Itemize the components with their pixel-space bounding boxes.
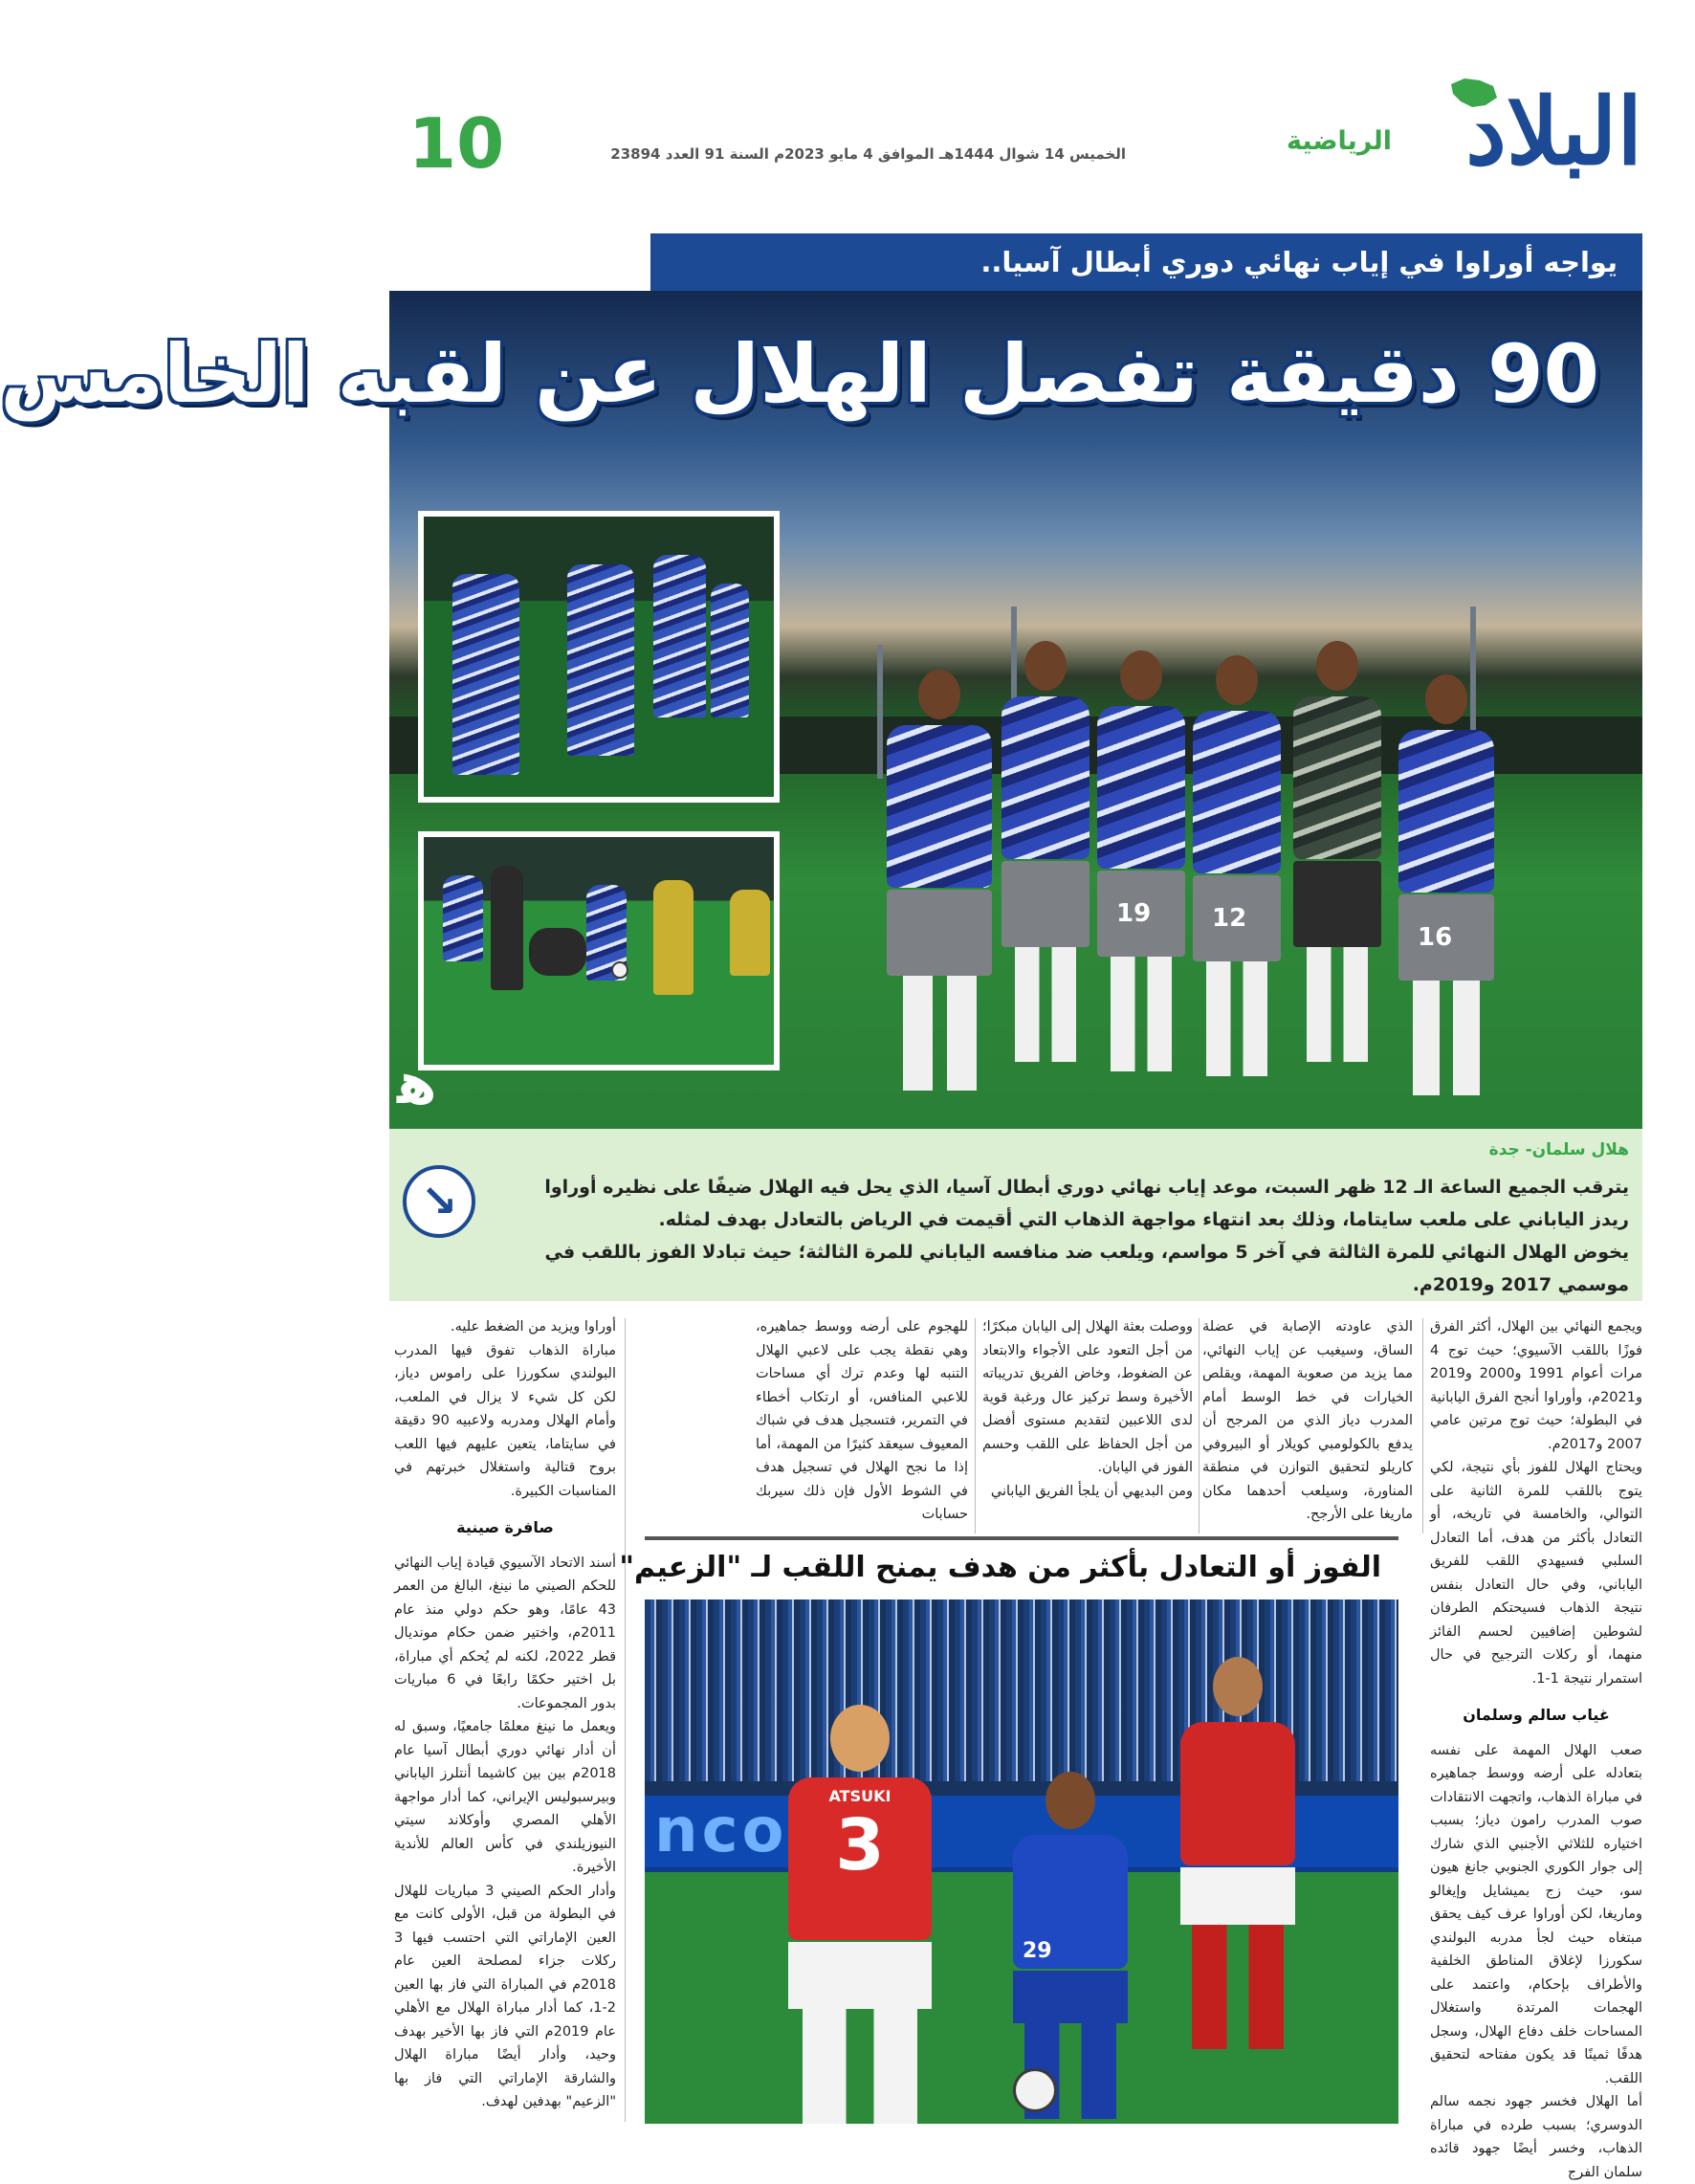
- subheading: غياب سالم وسلمان: [1463, 1706, 1610, 1724]
- opponent-player-figure: [1180, 1657, 1295, 2049]
- training-inset-photo: [418, 511, 780, 803]
- paragraph: مباراة الذهاب تفوق فيها المدرب البولندي سكورزا على راموس دياز، لكن كل شيء لا يزال في الملعب، وأمام الهلال ومدربه ولاعبيه 90 دقيقة في سايتاما، يتعين عليهم فيها اللعب بروح قتالية واستغلال خبرتهم في المناسبات الكبيرة.: [394, 1342, 617, 1499]
- goalkeeper-figure: [1293, 641, 1381, 1062]
- football: [611, 961, 628, 979]
- column-divider: [1199, 1318, 1200, 1533]
- shirt-number: 12: [1212, 904, 1247, 933]
- subheading: صافرة صينية: [456, 1518, 554, 1536]
- section-title: الرياضية: [1287, 126, 1392, 156]
- lead-paragraph: يخوض الهلال النهائي للمرة الثالثة في آخر 5 مواسم، ويلعب ضد منافسه الياباني للمرة الثالثة؛ حيث تبادلا الفوز باللقب في موسمي 2017 و2019م.: [544, 1242, 1629, 1295]
- paragraph: ويعمل ما نينغ معلمًا جامعيًا، وسبق له أن أدار نهائي دوري أبطال آسيا عام 2018م بين بين كاشيما أنتلرز الياباني وبيرسبوليس الإيراني، كما أدار مواجهة الأهلي المصري وأوكلاند سيتي النيوزيلندي في كأس العالم للأندية الأخيرة.: [394, 1719, 616, 1875]
- article-column-5: [394, 1315, 616, 2124]
- paragraph: صعب الهلال المهمة على نفسه بتعادله على أرضه ووسط جماهيره في مباراة الذهاب، واتجهت الانتقادات صوب المدرب رامون دياز؛ بسبب اختياره للثلاثي الأجنبي الذي شارك إلى جوار الكوري الجنوبي جانغ هيون سو، حيث زج بميشايل وإيغالو وماريغا، لكن أوراوا عرف كيف يحقق مبتغاه حيث لجأ مدربه البولندي سكورزا لإغلاق المناطق الخلفية والأطراف بإحكام، واعتمد على الهجمات المرتدة واستغلال المساحات خلف دفاع الهلال، وسجل هدفًا ثمينًا قد يكون مفتاحه لتحقيق اللقب.: [1430, 1742, 1642, 2086]
- lead-paragraph: يترقب الجميع الساعة الـ 12 ظهر السبت، موعد إياب نهائي دوري أبطال آسيا، الذي يحل فيه الهلال ضيفًا على نظيره أوراوا ريدز الياباني على ملعب سايتاما، وذلك بعد انتهاء مواجهة الذهاب التي أقيمت في الرياض بالتعادل بهدف لمثله.: [544, 1177, 1629, 1230]
- byline: هلال سلمان- جدة: [1488, 1140, 1629, 1159]
- shirt-number: 16: [1418, 923, 1453, 952]
- paragraph: ويحتاج الهلال للفوز بأي نتيجة، لكي يتوج باللقب للمرة الثانية على التوالي، والخامسة في تاريخه، أو التعادل بأكثر من هدف، أما التعادل السلبي فسيهدي اللقب للفريق الياباني، وفي حال التعادل بنفس نتيجة الذهاب فسيحتكم الطرفان لشوطين إضافيين لحسم الفائز منهما، أو ركلات الترجيح في حال استمرار نتيجة 1-1.: [1430, 1460, 1642, 1687]
- paragraph: ويجمع النهائي بين الهلال، أكثر الفرق فوزًا باللقب الآسيوي؛ حيث توج 4 مرات أعوام 1991 و2000 و2019 و2021م، وأوراوا أنجح الفرق اليابانية في البطولة؛ حيث توج مرتين عامي 2007 و2017م.: [1430, 1319, 1642, 1452]
- secondary-headline: الفوز أو التعادل بأكثر من هدف يمنح اللقب لـ "الزعيم": [645, 1536, 1398, 1594]
- issue-dateline: الخميس 14 شوال 1444هـ الموافق 4 مايو 2023م السنة 91 العدد 23894: [610, 145, 1126, 163]
- lead-text: [529, 1171, 1629, 1301]
- paragraph: ومن البديهي أن يلجأ الفريق الياباني: [990, 1483, 1193, 1499]
- article-column-1: [1430, 1315, 1642, 2180]
- paragraph: وأدار الحكم الصيني 3 مباريات للهلال في البطولة من قبل، الأولى كانت مع العين الإماراتي التي احتسب فيها 3 ركلات جزاء لمصلحة العين عام 2018م في المباراة التي فاز بها العين 2-1، كما أدار مباراة الهلال مع الأهلي عام 2019م التي فاز بها الأخير بهدف وحيد، وأدار أيضًا مباراة الهلال والشارقة الإماراتي التي فاز بها "الزعيم" بهدفين لهدف.: [394, 1883, 616, 2109]
- player-figure: [1002, 641, 1090, 1062]
- paragraph: أما الهلال فخسر جهود نجمه سالم الدوسري؛ بسبب طرده في مباراة الذهاب، وخسر أيضًا جهود قائده سلمان الفرج: [1430, 2094, 1642, 2180]
- masthead: [389, 67, 1642, 201]
- article-column-4: [756, 1315, 968, 1535]
- match-photo: [645, 1599, 1398, 2124]
- player-figure: [1193, 655, 1281, 1076]
- main-headline: 90 دقيقة تفصل الهلال عن لقبه الخامس: [0, 327, 1599, 421]
- newspaper-logo[interactable]: [1413, 77, 1642, 187]
- training-inset-photo: [418, 831, 780, 1070]
- article-column-3: [982, 1315, 1193, 1535]
- player-figure: [1097, 651, 1185, 1071]
- floodlight: [877, 645, 883, 779]
- column-divider: [625, 1318, 626, 2122]
- club-watermark-icon: ﻫ: [397, 1050, 437, 1117]
- opponent-player-figure: [788, 1705, 932, 2124]
- football: [1013, 2068, 1057, 2112]
- shirt-name: ATSUKI: [828, 1787, 892, 1805]
- paragraph: ووصلت بعثة الهلال إلى اليابان مبكرًا؛ من أجل التعود على الأجواء والابتعاد عن الضغوط، وخاض الفريق تدريباته الأخيرة وسط تركيز عال ورغبة قوية لدى اللاعبين لتقديم مستوى أفضل من أجل الحفاظ على اللقب وحسم الفوز في اليابان.: [982, 1319, 1193, 1475]
- article-column-2: [1202, 1315, 1413, 1535]
- shirt-number: 19: [1116, 899, 1152, 928]
- player-figure: [1398, 674, 1494, 1095]
- player-figure: [1013, 1772, 1128, 2119]
- paragraph: أوراوا ويزيد من الضغط عليه.: [450, 1319, 616, 1335]
- page-number: 10: [408, 103, 505, 184]
- kicker-bar: يواجه أوراوا في إياب نهائي دوري أبطال آسيا..: [650, 233, 1642, 291]
- advertising-board: nco: [645, 1796, 1398, 1867]
- hero-photo: [0, 291, 1642, 1129]
- arrow-down-right-icon[interactable]: ↘: [403, 1165, 475, 1238]
- player-figure: [887, 670, 992, 1091]
- shirt-number: 3: [835, 1804, 885, 1886]
- lead-box: [389, 1129, 1642, 1301]
- paragraph: للهجوم على أرضه ووسط جماهيره، وهي نقطة يجب على لاعبي الهلال التنبه لها وعدم ترك أي مساحات للاعبي المنافس، أو ارتكاب أخطاء في التمرير، فتسجيل هدف في شباك المعيوف سيعقد كثيرًا من المهمة، أما إذا ما نجح الهلال في تسجيل هدف في الشوط الأول فإن ذلك سيربك حسابات: [756, 1319, 968, 1522]
- logo-wordmark: البلاد: [1465, 77, 1642, 186]
- paragraph: أسند الاتحاد الآسيوي قيادة إياب النهائي للحكم الصيني ما نينغ، البالغ من العمر 43 عامًا، وهو حكم دولي منذ عام 2011م، واختير ضمن حكام مونديال قطر 2022، لكنه لم يُحكم أي مباراة، بل اختير حكمًا رابعًا في 6 مباريات بدور المجموعات.: [394, 1555, 617, 1711]
- shirt-number: 29: [1023, 1939, 1052, 1963]
- column-divider: [975, 1318, 976, 1533]
- column-divider: [1422, 1318, 1423, 1533]
- paragraph: الذي عاودته الإصابة في عضلة الساق، وسيغيب عن إياب النهائي، مما يزيد من صعوبة المهمة، ويقلص الخيارات في خط الوسط أمام المدرب دياز الذي من المرجح أن يدفع بالكولومبي كويلار أو البيروفي كاريلو لتحقيق التوازن في منطقة المناورة، وسيلعب أحدهما مكان ماريغا على الأرجح.: [1202, 1319, 1413, 1522]
